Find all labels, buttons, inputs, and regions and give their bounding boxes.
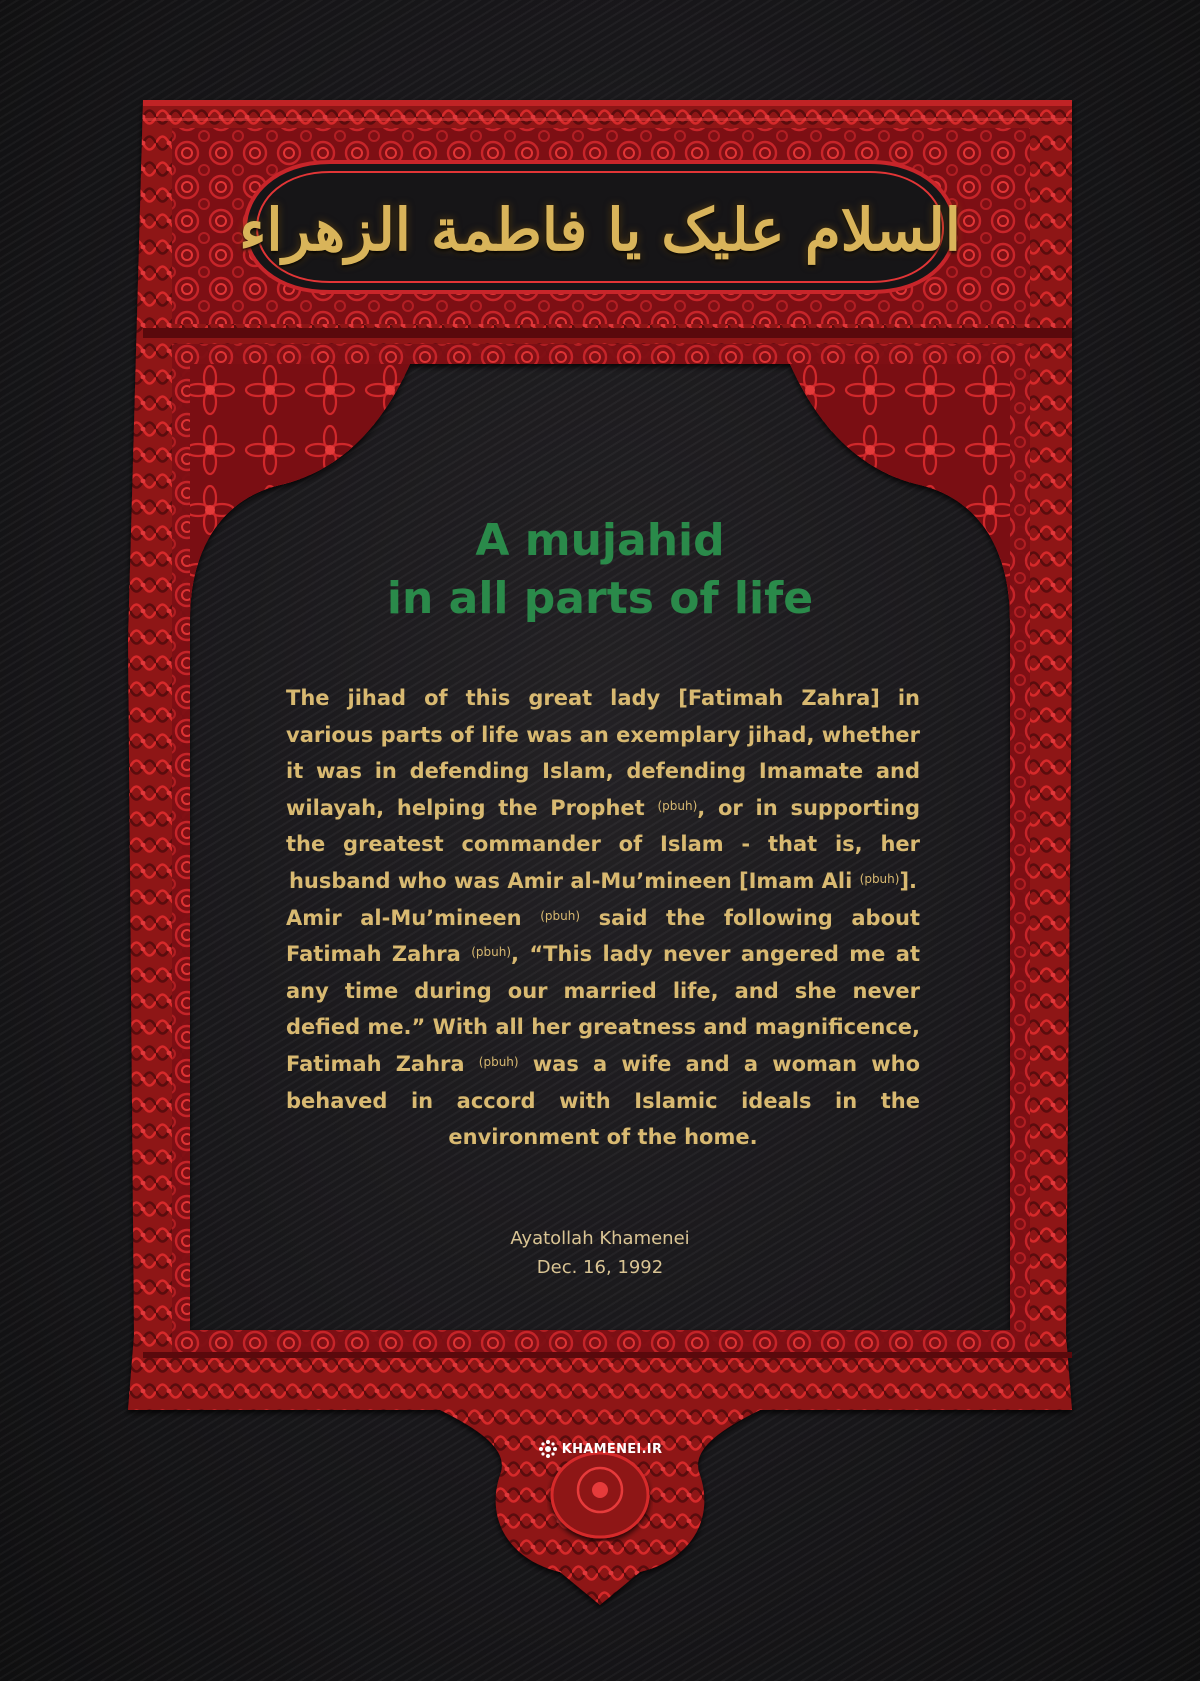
- arabic-calligraphy: السلام علیک یا فاطمة الزهراء: [239, 196, 961, 264]
- quote-text: The jihad of this great lady [Fatimah Zahra] in various parts of life was an exemplary jihad, whether it was in defending Islam, defending Imamate and wilayah, helping the Prophet: [286, 686, 920, 820]
- title-line-2: in all parts of life: [386, 573, 814, 624]
- quote-text: said the following about Fatimah Zahra: [286, 905, 921, 967]
- honorific-mark: (pbuh): [540, 908, 581, 923]
- quote-text: , or in supporting the greatest commander of Islam - that is, her husband who was Amir al-Mu’mineen [Imam Ali: [286, 795, 920, 893]
- honorific-mark: (pbuh): [471, 945, 511, 960]
- honorific-mark: (pbuh): [657, 798, 698, 813]
- logo-text: KHAMENEI.IR: [561, 1441, 663, 1457]
- quote-text: , “This lady never angered me at any time during our married life, and she never defied me.” With all her greatness and magnificence, Fatimah Zahra: [286, 942, 920, 1076]
- quote-text: ].: [899, 868, 918, 893]
- author-name: Ayatollah Khamenei: [510, 1228, 690, 1249]
- quote-paragraph-2: [286, 900, 920, 1156]
- quote-body: [286, 680, 920, 1156]
- honorific-mark: (pbuh): [859, 871, 900, 886]
- title-line-1: A mujahid: [475, 515, 725, 566]
- quote-date: Dec. 16, 1992: [536, 1257, 664, 1278]
- honorific-mark: (pbuh): [478, 1054, 519, 1069]
- site-logo: [500, 1437, 700, 1461]
- page-title: [240, 512, 960, 628]
- khamenei-logo-icon: [538, 1439, 558, 1459]
- quote-paragraph-1: [286, 680, 920, 900]
- quote-text: was a wife and a woman who behaved in accord with Islamic ideals in the environment of the home.: [286, 1051, 920, 1150]
- quote-text: Amir al-Mu’mineen: [286, 905, 522, 930]
- attribution: [400, 1224, 800, 1282]
